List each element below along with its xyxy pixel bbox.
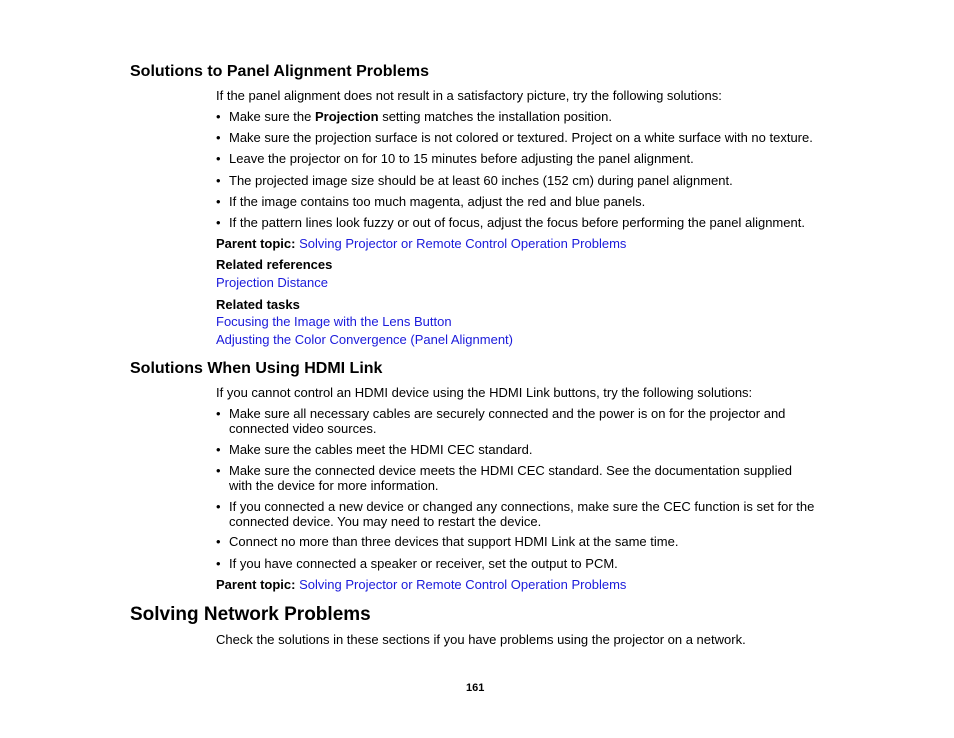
list-item: Make sure the connected device meets the HDMI CEC standard. See the documentation supplied <box>229 463 792 478</box>
related-tasks-heading: Related tasks <box>216 297 300 312</box>
paragraph-intro: If you cannot control an HDMI device using the HDMI Link buttons, try the following solutions: <box>216 385 753 400</box>
section-heading-panel-alignment: Solutions to Panel Alignment Problems <box>130 63 429 80</box>
list-item: If you connected a new device or changed any connections, make sure the CEC function is set for the <box>229 499 815 514</box>
list-item: Make sure the projection surface is not colored or textured. Project on a white surface with no texture. <box>229 130 813 145</box>
bullet-icon: • <box>216 463 221 478</box>
list-item: If the image contains too much magenta, adjust the red and blue panels. <box>229 194 646 209</box>
focusing-image-link[interactable]: Focusing the Image with the Lens Button <box>216 314 452 329</box>
projection-distance-link[interactable]: Projection Distance <box>216 275 328 290</box>
bullet-icon: • <box>216 151 221 166</box>
list-item <box>229 109 612 124</box>
parent-topic <box>216 577 626 592</box>
related-references-heading: Related references <box>216 257 333 272</box>
list-item-text: Make sure the <box>229 109 315 124</box>
setting-name: Projection <box>315 109 379 124</box>
page-number: 161 <box>466 682 485 694</box>
bullet-icon: • <box>216 215 221 230</box>
section-heading-network: Solving Network Problems <box>130 604 371 625</box>
bullet-icon: • <box>216 406 221 421</box>
list-item-continuation: connected video sources. <box>229 421 377 436</box>
parent-topic-label: Parent topic: <box>216 577 296 592</box>
list-item: Leave the projector on for 10 to 15 minutes before adjusting the panel alignment. <box>229 151 694 166</box>
parent-topic-link[interactable]: Solving Projector or Remote Control Operation Problems <box>299 236 627 251</box>
paragraph-intro: If the panel alignment does not result in a satisfactory picture, try the following solutions: <box>216 88 722 103</box>
list-item: If you have connected a speaker or receiver, set the output to PCM. <box>229 556 618 571</box>
parent-topic-label: Parent topic: <box>216 236 296 251</box>
bullet-icon: • <box>216 556 221 571</box>
color-convergence-link[interactable]: Adjusting the Color Convergence (Panel Alignment) <box>216 332 514 347</box>
bullet-icon: • <box>216 442 221 457</box>
list-item-continuation: connected device. You may need to restart the device. <box>229 514 542 529</box>
list-item: Connect no more than three devices that support HDMI Link at the same time. <box>229 534 679 549</box>
list-item: If the pattern lines look fuzzy or out of focus, adjust the focus before performing the panel alignment. <box>229 215 805 230</box>
section-heading-hdmi-link: Solutions When Using HDMI Link <box>130 360 383 377</box>
paragraph-intro: Check the solutions in these sections if you have problems using the projector on a network. <box>216 632 746 647</box>
bullet-icon: • <box>216 194 221 209</box>
list-item-continuation: with the device for more information. <box>229 478 439 493</box>
parent-topic <box>216 236 626 251</box>
parent-topic-link[interactable]: Solving Projector or Remote Control Operation Problems <box>299 577 627 592</box>
bullet-icon: • <box>216 534 221 549</box>
list-item: The projected image size should be at least 60 inches (152 cm) during panel alignment. <box>229 173 733 188</box>
bullet-icon: • <box>216 499 221 514</box>
list-item-text: setting matches the installation position. <box>378 109 612 124</box>
list-item: Make sure all necessary cables are securely connected and the power is on for the projector and <box>229 406 786 421</box>
list-item: Make sure the cables meet the HDMI CEC standard. <box>229 442 533 457</box>
bullet-icon: • <box>216 173 221 188</box>
bullet-icon: • <box>216 130 221 145</box>
bullet-icon: • <box>216 109 221 124</box>
